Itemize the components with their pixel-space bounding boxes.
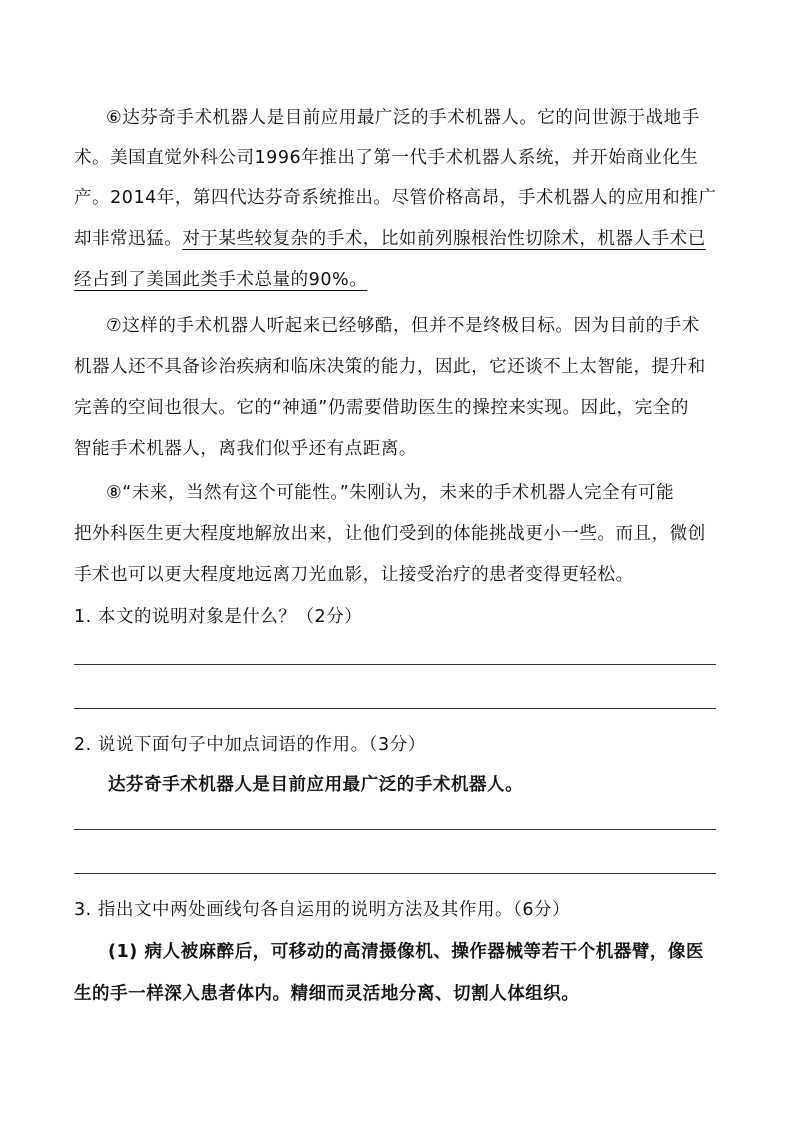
- underlined-sentence-2b: 经占到了美国此类手术总量的90%。: [74, 270, 368, 290]
- question-2-sentence: 达芬奇手术机器人是目前应用最广泛的手术机器人。: [108, 775, 524, 795]
- p7-line-3: 完善的空间也很大。它的“神通”仍需要借助医生的操控来实现。因此，完全的: [74, 398, 689, 418]
- p8-line-1: ⑧“未来，当然有这个可能性。”朱刚认为，未来的手术机器人完全有可能: [106, 483, 675, 503]
- underlined-sentence-2a: 对于某些较复杂的手术，比如前列腺根治性切除术，机器人手术已: [182, 229, 706, 249]
- question-3-item-1-line-2: 生的手一样深入患者体内。精细而灵活地分离、切割人体组织。: [74, 984, 580, 1004]
- p6-line-4: [74, 227, 706, 251]
- p8-line-2: 把外科医生更大程度地解放出来，让他们受到的体能挑战更小一些。而且，微创: [74, 524, 706, 544]
- answer-line[interactable]: [74, 873, 716, 874]
- question-1: 1. 本文的说明对象是什么？（2分）: [74, 607, 363, 627]
- p6-line-1: ⑥达芬奇手术机器人是目前应用最广泛的手术机器人。它的问世源于战地手: [106, 108, 700, 128]
- p6-line-2: 术。美国直觉外科公司1996年推出了第一代手术机器人系统，并开始商业化生: [74, 148, 699, 168]
- p7-line-1: ⑦这样的手术机器人听起来已经够酷，但并不是终极目标。因为目前的手术: [106, 316, 700, 336]
- answer-line[interactable]: [74, 664, 716, 665]
- answer-line[interactable]: [74, 708, 716, 709]
- question-3-item-1-line-1: (1) 病人被麻醉后，可移动的高清摄像机、操作器械等若干个机器臂，像医: [108, 942, 705, 962]
- p6-line-4-plain: 却非常迅猛。: [74, 229, 183, 249]
- p7-line-2: 机器人还不具备诊治疾病和临床决策的能力，因此，它还谈不上太智能，提升和: [74, 357, 706, 377]
- answer-line[interactable]: [74, 829, 716, 830]
- question-3: 3. 指出文中两处画线句各自运用的说明方法及其作用。（6分）: [74, 900, 571, 920]
- question-2: 2. 说说下面句子中加点词语的作用。（3分）: [74, 735, 426, 755]
- p8-line-3: 手术也可以更大程度地远离刀光血影，让接受治疗的患者变得更轻松。: [74, 565, 634, 585]
- p6-line-3: 产。2014年，第四代达芬奇系统推出。尽管价格高昂，手术机器人的应用和推广: [74, 188, 717, 208]
- p7-line-4: 智能手术机器人，离我们似乎还有点距离。: [74, 439, 417, 459]
